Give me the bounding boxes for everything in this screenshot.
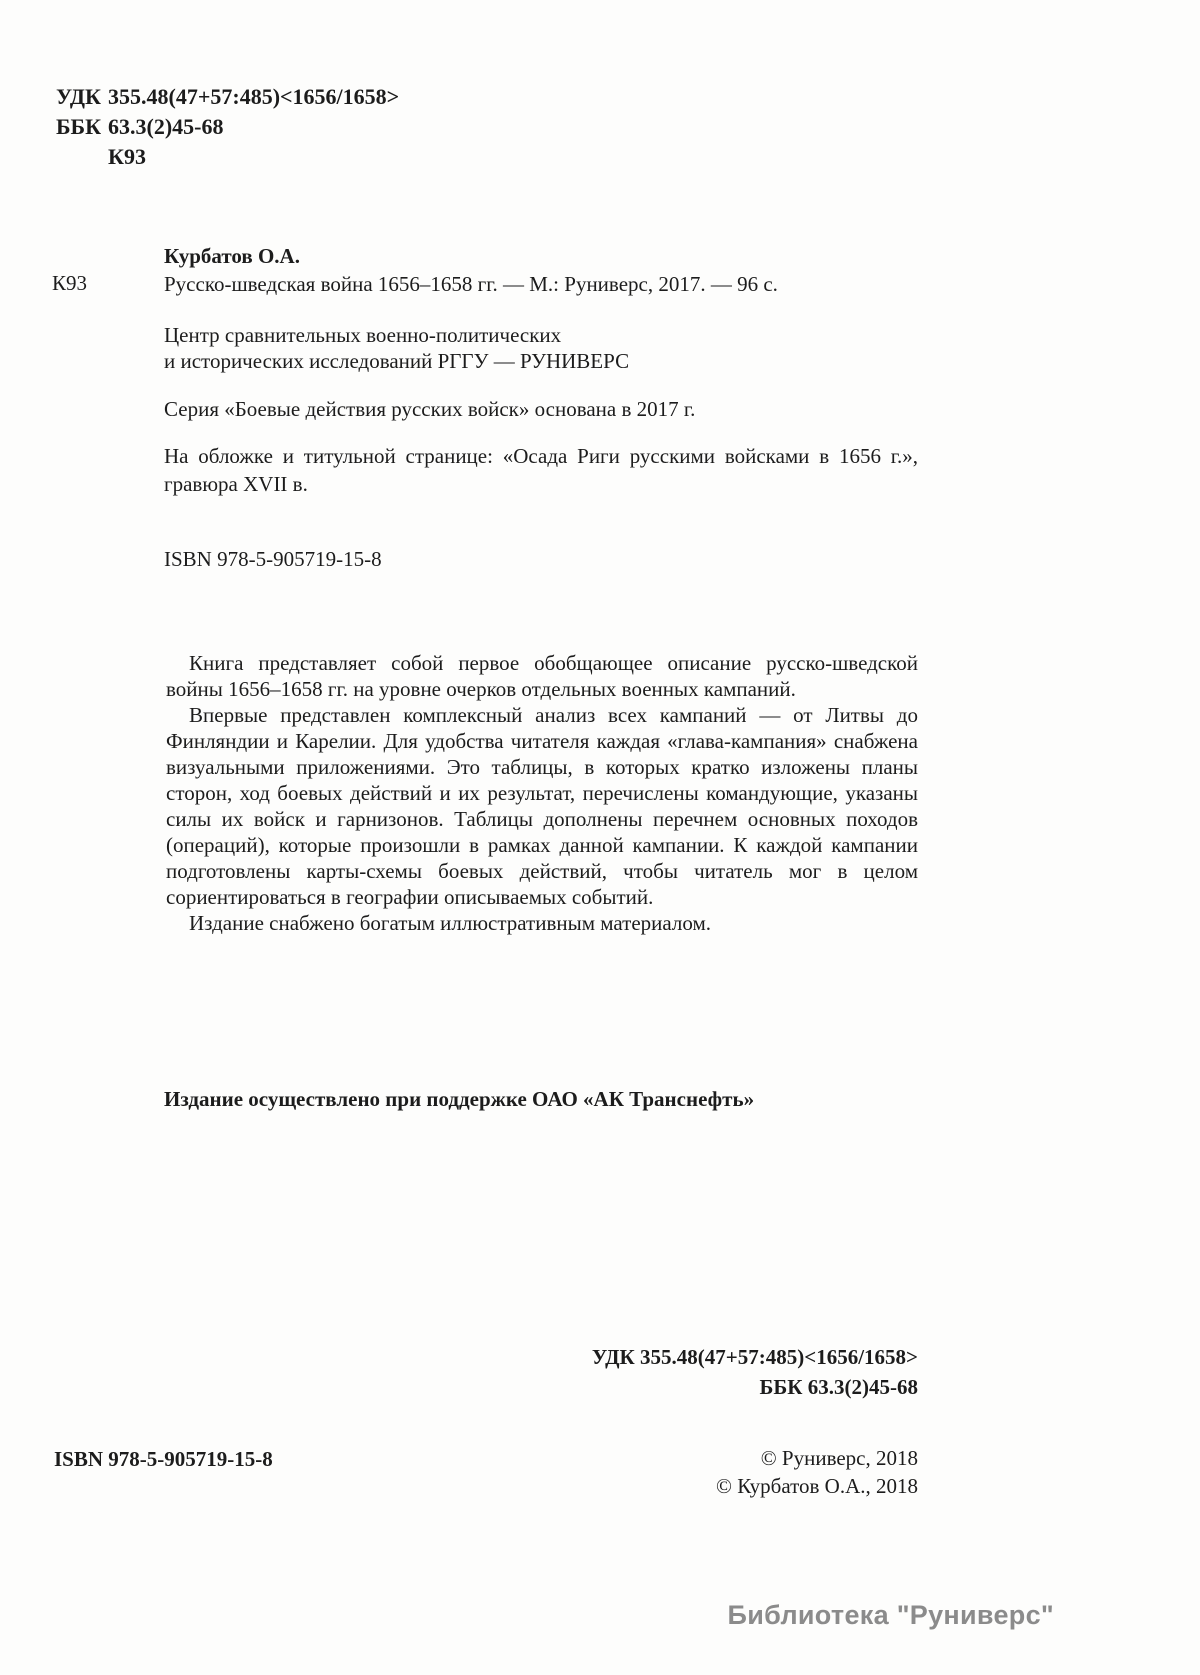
library-watermark: Библиотека "Руниверс" [727,1600,1054,1630]
isbn-card: ISBN 978-5-905719-15-8 [164,547,382,571]
annotation-block [166,650,918,936]
bbk-label: ББК [56,114,102,139]
bottom-bbk-line: ББК 63.3(2)45-68 [759,1375,918,1399]
udk-label: УДК [56,84,102,109]
sponsor-line: Издание осуществлено при поддержке ОАО «АК Транснефть» [164,1087,755,1111]
annotation-paragraph-2: Впервые представлен комплексный анализ всех кампаний — от Литвы до Финляндии и Карелии. Для удобства читателя каждая «глава-кампания» снабжена визуальными приложениями. Это таблицы, в которых кратко изложены планы сторон, ход боевых действий и их результат, перечислены командующие, указаны силы их войск и гарнизонов. Таблицы дополнены перечнем основных походов (операций), которые произошли в рамках данной кампании. К каждой кампании подготовлены карты-схемы боевых действий, чтобы читатель мог в целом сориентироваться в географии описываемых событий. [166,703,918,909]
copyright-block [716,1444,918,1500]
author-sign: К93 [108,144,146,169]
bottom-udk-line: УДК 355.48(47+57:485)<1656/1658> [591,1345,918,1369]
center-line-1: Центр сравнительных военно-политических [164,323,562,347]
udk-bbk-block [56,82,399,172]
bbk-value: 63.3(2)45-68 [108,114,224,139]
isbn-bottom: ISBN 978-5-905719-15-8 [54,1447,273,1471]
annotation-paragraph-3: Издание снабжено богатым иллюстративным материалом. [189,911,712,935]
catalog-card-head [164,242,918,298]
bbk-line [56,112,399,142]
cover-note: На обложке и титульной странице: «Осада Риги русскими войсками в 1656 г.», гравюра XVII в. [164,444,918,496]
udk-value: 355.48(47+57:485)<1656/1658> [108,84,400,109]
bottom-udk-bbk-block [592,1342,918,1402]
annotation-paragraph-1: Книга представляет собой первое обобщающее описание русско-шведской войны 1656–1658 гг. на уровне очерков отдельных военных кампаний. [166,651,918,701]
card-author: Курбатов О.А. [164,244,300,268]
center-line-2: и исторических исследований РГГУ — РУНИВЕРС [164,349,630,373]
copyright-publisher: © Руниверс, 2018 [760,1446,918,1470]
udk-line [56,82,399,112]
series-line: Серия «Боевые действия русских войск» основана в 2017 г. [164,397,696,421]
card-title-line: Русско-шведская война 1656–1658 гг. — М.: Руниверс, 2017. — 96 с. [164,272,778,296]
catalog-margin-sign: К93 [52,271,88,295]
author-sign-line [56,142,399,172]
research-center-block [164,322,918,374]
copyright-author: © Курбатов О.А., 2018 [716,1474,918,1498]
